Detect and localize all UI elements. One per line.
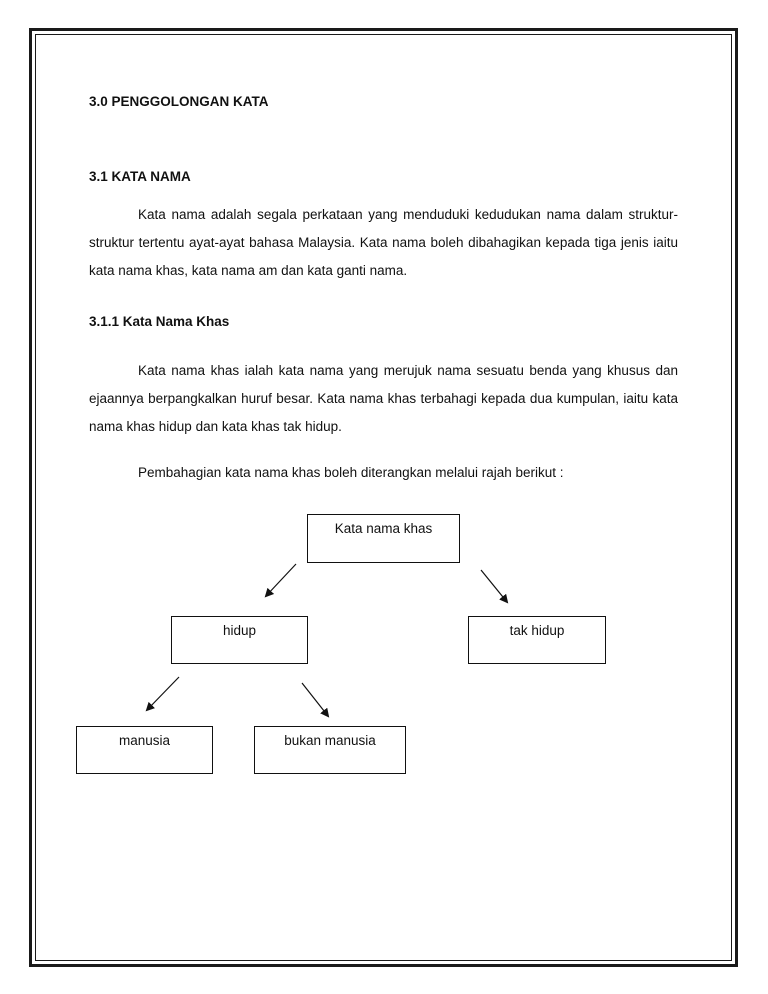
arrow-root-to-hidup [266, 564, 296, 596]
arrow-root-to-tak-hidup [481, 570, 507, 602]
node-hidup: hidup [171, 616, 308, 664]
node-manusia: manusia [76, 726, 213, 774]
kata-nama-paragraph: Kata nama adalah segala perkataan yang menduduki kedudukan nama dalam struktur-struktur tertentu ayat-ayat bahasa Malaysia. Kata nama boleh dibahagikan kepada tiga jenis iaitu kata nama khas, kata nama am dan kata ganti nama. [89, 207, 678, 278]
diagram-intro: Pembahagian kata nama khas boleh diterangkan melalui rajah berikut : [138, 465, 564, 480]
node-bukan-manusia: bukan manusia [254, 726, 406, 774]
node-kata-nama-khas: Kata nama khas [307, 514, 460, 563]
arrow-hidup-to-bukan-manusia [302, 683, 328, 716]
node-tak-hidup: tak hidup [468, 616, 606, 664]
arrow-hidup-to-manusia [147, 677, 179, 710]
kata-nama-khas-paragraph: Kata nama khas ialah kata nama yang merujuk nama sesuatu benda yang khusus dan ejaannya berpangkalkan huruf besar. Kata nama khas terbahagi kepada dua kumpulan, iaitu kata nama khas hidup dan kata khas tak hidup. [89, 363, 678, 434]
main-heading: 3.0 PENGGOLONGAN KATA [89, 94, 269, 109]
kata-nama-heading: 3.1 KATA NAMA [89, 169, 191, 184]
kata-nama-khas-heading: 3.1.1 Kata Nama Khas [89, 314, 230, 329]
